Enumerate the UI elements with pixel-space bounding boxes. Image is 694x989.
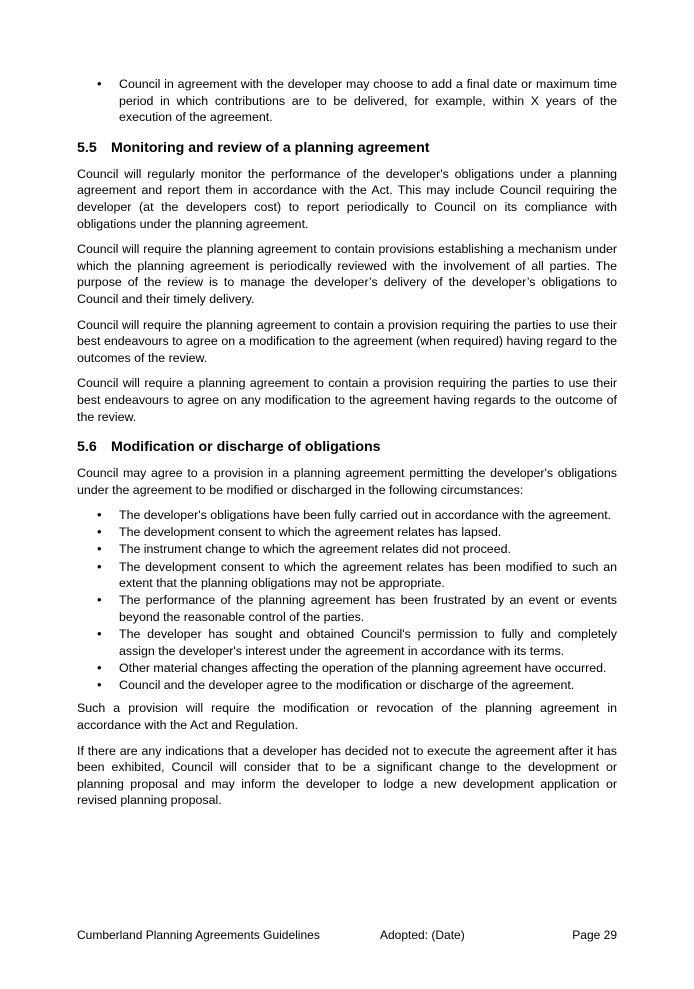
section-number: 5.6 xyxy=(77,439,97,456)
footer-doc-title: Cumberland Planning Agreements Guidelines xyxy=(77,928,320,942)
list-item: • The performance of the planning agreement has been frustrated by an event or events beyond the reasonable control of the parties. xyxy=(77,592,617,625)
paragraph: Council will require the planning agreement to contain provisions establishing a mechanism under which the planning agreement is periodically reviewed with the involvement of all parties. The purpose of the review is to manage the developer’s delivery of the developer’s obligations to Council and their timely delivery. xyxy=(77,242,617,306)
list-item: • The instrument change to which the agreement relates did not proceed. xyxy=(77,541,617,558)
document-page xyxy=(77,76,617,818)
list-item: • The development consent to which the agreement relates has been modified to such an extent that the planning obligations may not be appropriate. xyxy=(77,559,617,592)
circumstances-bullet-list xyxy=(77,507,617,693)
paragraph: Council will require the planning agreement to contain a provision requiring the parties to use their best endeavours to agree on a modification to the agreement (when required) having regard to the outcomes of the review. xyxy=(77,317,617,365)
section-heading-5-6 xyxy=(77,438,617,456)
paragraph: Council may agree to a provision in a planning agreement permitting the developer's obligations under the agreement to be modified or discharged in the following circumstances: xyxy=(77,466,617,497)
list-item: • The developer has sought and obtained Council's permission to fully and completely assign the developer's interest under the agreement in accordance with its terms. xyxy=(77,626,617,659)
section-title: Modification or discharge of obligations xyxy=(111,439,381,456)
paragraph: Such a provision will require the modification or revocation of the planning agreement in accordance with the Act and Regulation. xyxy=(77,701,617,732)
list-item: • Council and the developer agree to the modification or discharge of the agreement. xyxy=(77,677,617,694)
footer-page-number: Page 29 xyxy=(572,928,617,942)
intro-bullet-list xyxy=(77,76,617,126)
section-number: 5.5 xyxy=(77,139,97,156)
paragraph: Council will require a planning agreement to contain a provision requiring the parties to use their best endeavours to agree on any modification to the agreement having regards to the outcome of the review. xyxy=(77,376,617,424)
footer-adopted-date: Adopted: (Date) xyxy=(380,928,465,942)
list-item: • The developer's obligations have been fully carried out in accordance with the agreement. xyxy=(77,507,617,524)
list-item: • The development consent to which the agreement relates has lapsed. xyxy=(77,524,617,541)
list-item: • Other material changes affecting the operation of the planning agreement have occurred. xyxy=(77,660,617,677)
page-footer xyxy=(77,927,617,943)
list-item: • Council in agreement with the developer may choose to add a final date or maximum time period in which contributions are to be delivered, for example, within X years of the execution of the agreement. xyxy=(77,76,617,126)
section-title: Monitoring and review of a planning agreement xyxy=(111,139,430,156)
paragraph: If there are any indications that a developer has decided not to execute the agreement after it has been exhibited, Council will consider that to be a significant change to the development or planning proposal and may inform the developer to lodge a new development application or revised planning proposal. xyxy=(77,743,617,808)
paragraph: Council will regularly monitor the performance of the developer's obligations under a planning agreement and report them in accordance with the Act. This may include Council requiring the developer (at the developers cost) to report periodically to Council on its compliance with obligations under the planning agreement. xyxy=(77,166,617,231)
section-heading-5-5 xyxy=(77,139,617,157)
